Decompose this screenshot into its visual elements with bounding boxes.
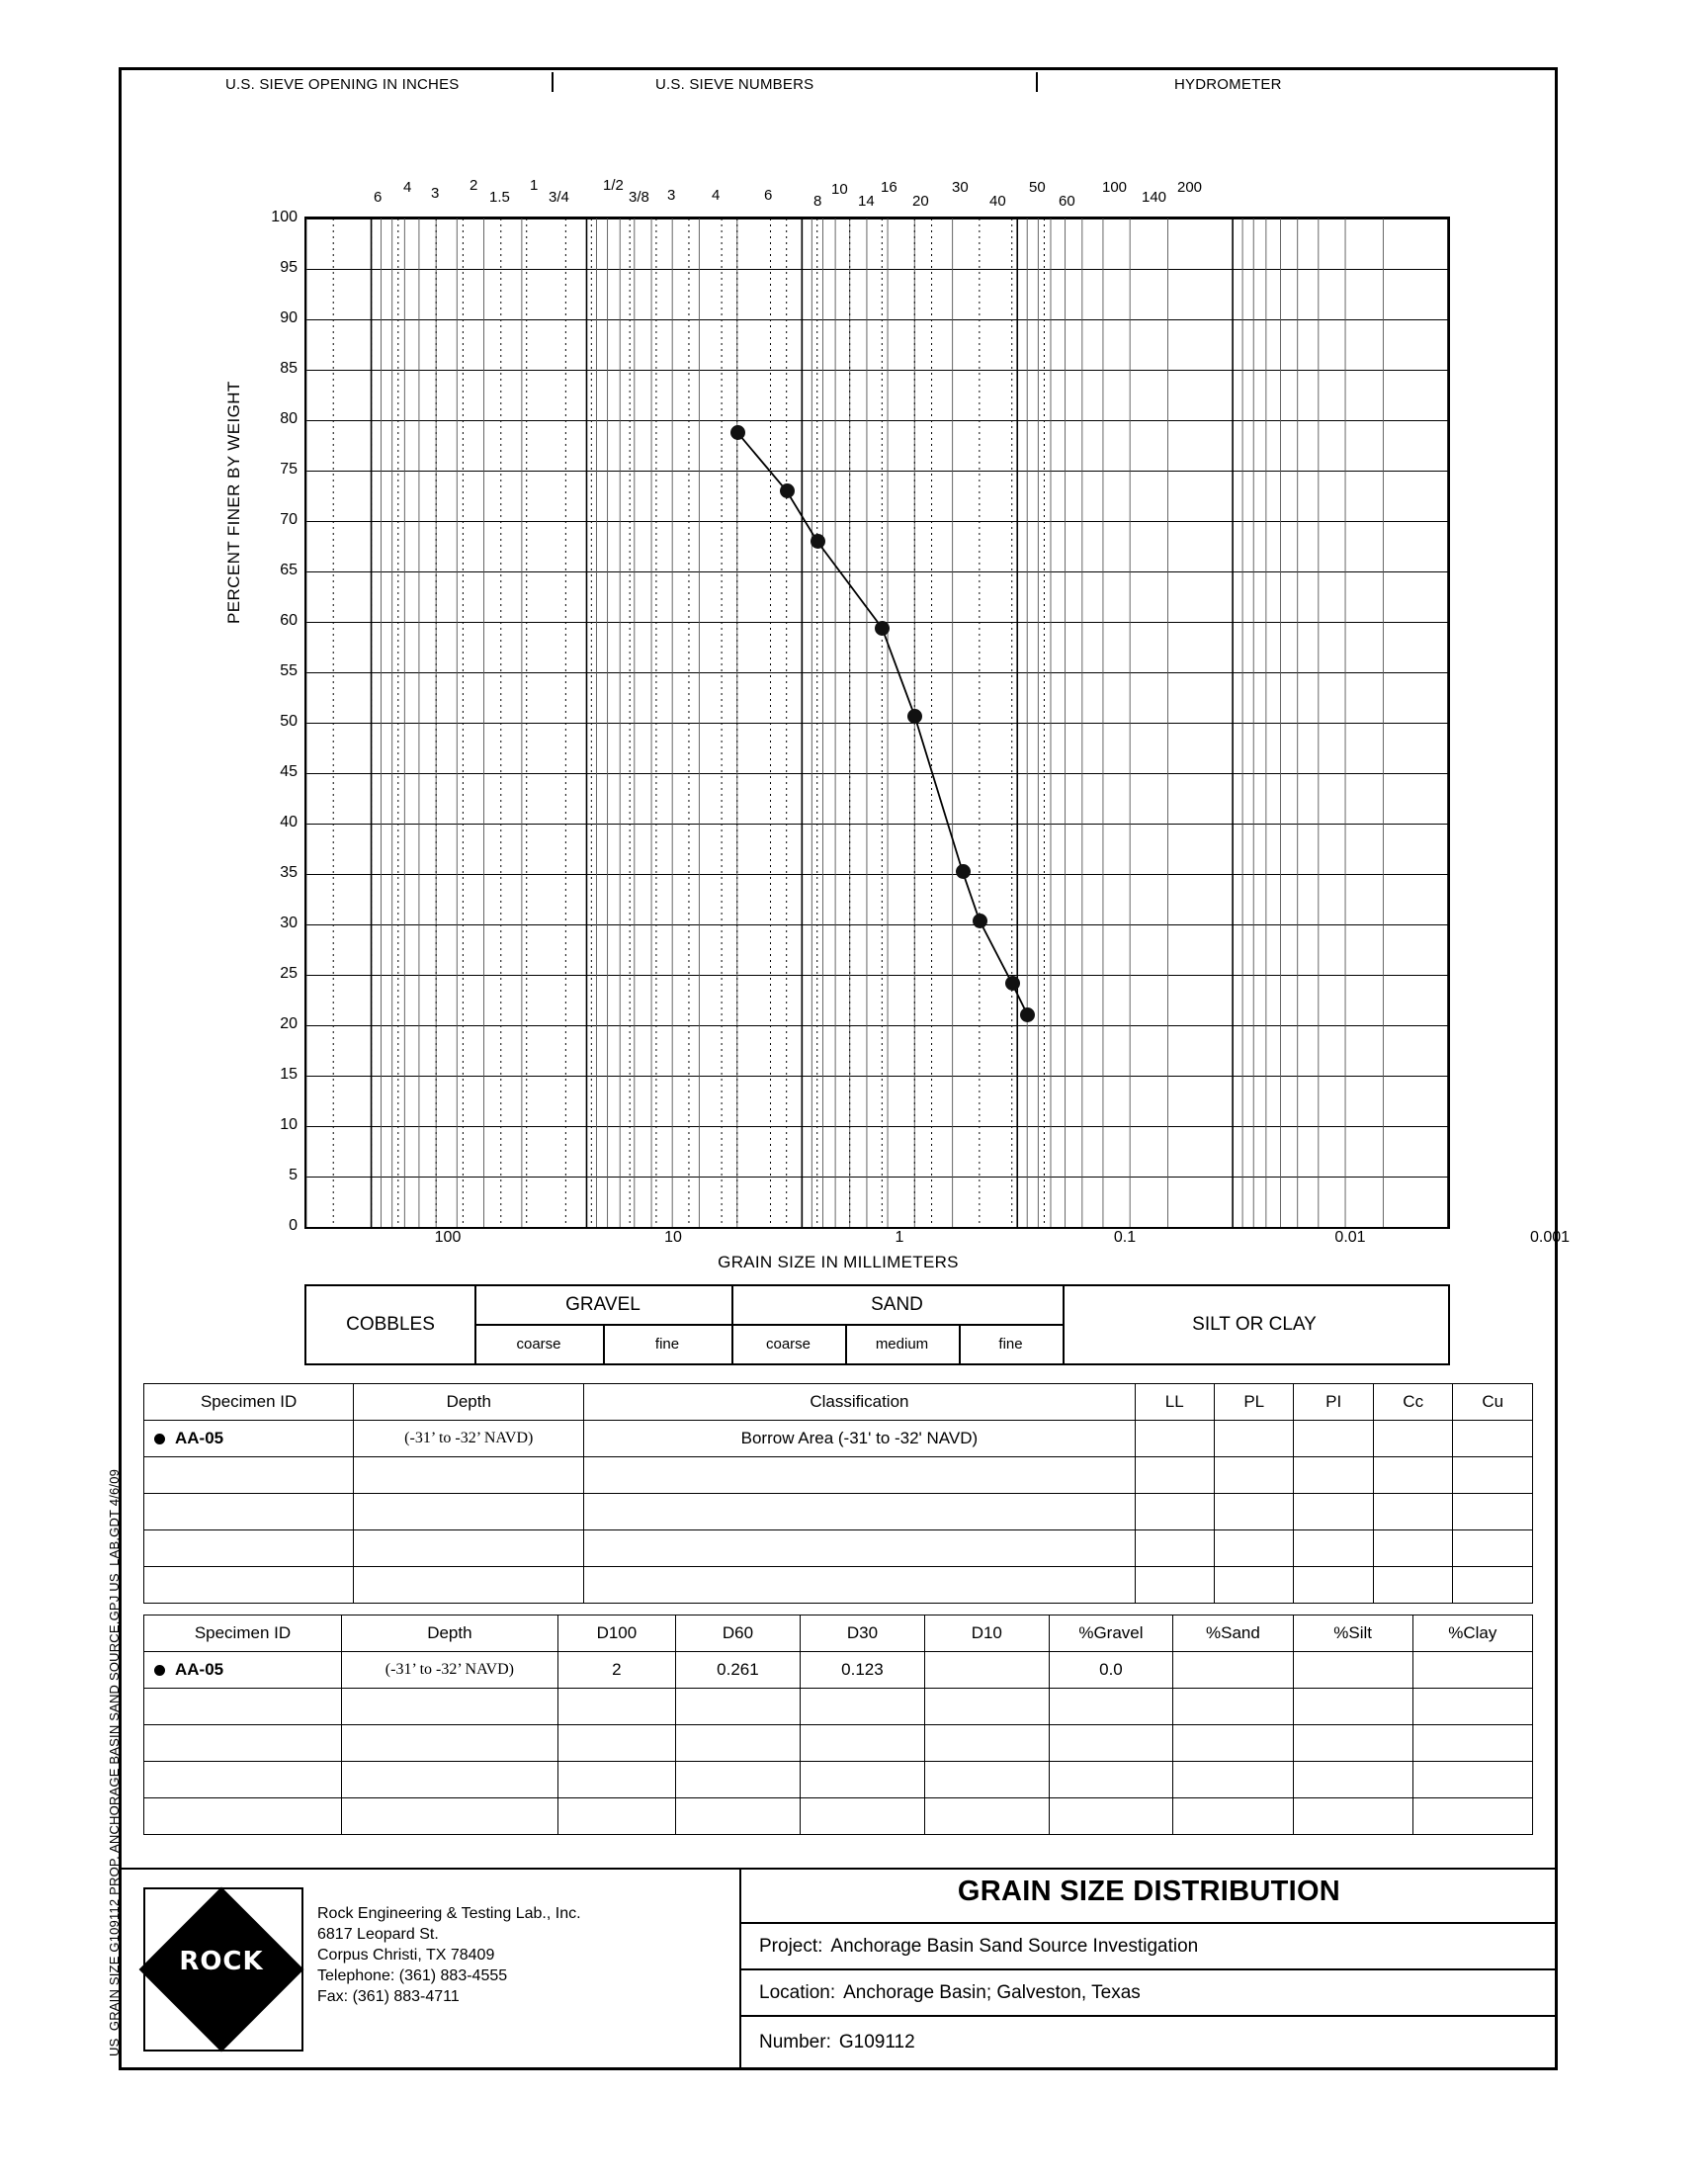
label-gravel: GRAVEL [565, 1294, 640, 1315]
number-row [741, 2015, 1557, 2067]
report-title: GRAIN SIZE DISTRIBUTION [957, 1876, 1341, 1907]
table-row [144, 1457, 1533, 1494]
x-tick-0.001: 0.001 [1530, 1229, 1571, 1246]
location-row [741, 1968, 1557, 2015]
th-classification: Classification [584, 1384, 1135, 1421]
cell2-d10 [924, 1762, 1049, 1798]
cell2-specimen-id: AA-05 [144, 1652, 342, 1689]
company-fax: Fax: (361) 883-4711 [317, 1988, 460, 2005]
sieve-number-4: 4 [712, 187, 721, 204]
cell-ll [1135, 1567, 1214, 1604]
data-point [780, 483, 795, 498]
cell2-depth [341, 1689, 557, 1725]
cell2-d30 [800, 1798, 924, 1835]
cell-cc [1373, 1457, 1452, 1494]
cell-pi [1294, 1421, 1373, 1457]
y-tick-75: 75 [280, 461, 298, 478]
specimen-gradation-table [143, 1615, 1533, 1835]
sieve-tick-4: 4 [403, 179, 412, 196]
y-tick-85: 85 [280, 360, 298, 377]
sieve-number-30: 30 [952, 179, 969, 196]
sieve-number-10: 10 [831, 181, 848, 198]
y-tick-55: 55 [280, 662, 298, 679]
cell2-specimen-id [144, 1689, 342, 1725]
table-row [144, 1530, 1533, 1567]
cell-specimen-id [144, 1457, 354, 1494]
cell2-clay [1412, 1725, 1532, 1762]
logo-text: ROCK [179, 1947, 264, 1976]
cell2-clay [1412, 1798, 1532, 1835]
sieve-opening-header: U.S. SIEVE OPENING IN INCHES [225, 76, 460, 93]
cell-cc [1373, 1421, 1452, 1457]
th-pl: PL [1214, 1384, 1293, 1421]
label-gravel-fine: fine [654, 1335, 680, 1353]
table-row [144, 1652, 1533, 1689]
cell2-specimen-id [144, 1725, 342, 1762]
x-axis-title: GRAIN SIZE IN MILLIMETERS [718, 1253, 959, 1271]
project-row [741, 1922, 1557, 1968]
company-address [317, 1903, 581, 2007]
table-row [144, 1798, 1533, 1835]
cell2-d100 [557, 1725, 675, 1762]
y-tick-60: 60 [280, 612, 298, 629]
x-tick-1: 1 [895, 1229, 904, 1246]
cell2-d100: 2 [557, 1652, 675, 1689]
header-divider-1 [552, 72, 554, 92]
cell2-sand [1173, 1798, 1293, 1835]
sieve-number-100: 100 [1102, 179, 1128, 196]
sieve-number-200: 200 [1177, 179, 1203, 196]
cell2-d30 [800, 1762, 924, 1798]
cell-cu [1453, 1494, 1533, 1530]
table-row [144, 1421, 1533, 1457]
cell2-gravel [1049, 1689, 1173, 1725]
sieve-number-16: 16 [881, 179, 897, 196]
cell-pl [1214, 1567, 1293, 1604]
th2-d100: D100 [557, 1615, 675, 1652]
y-tick-65: 65 [280, 562, 298, 578]
sieve-number-3: 3 [667, 187, 676, 204]
table-header-row [144, 1384, 1533, 1421]
x-tick-0.01: 0.01 [1334, 1229, 1366, 1246]
plot-area [304, 217, 1450, 1229]
table-header-row [144, 1615, 1533, 1652]
y-tick-10: 10 [280, 1116, 298, 1133]
sieve-tick-3: 3 [431, 185, 440, 202]
cell2-d100 [557, 1689, 675, 1725]
cell-ll [1135, 1494, 1214, 1530]
sieve-number-50: 50 [1029, 179, 1046, 196]
cell2-specimen-id [144, 1798, 342, 1835]
company-street: 6817 Leopard St. [317, 1926, 439, 1943]
cell-specimen-id [144, 1494, 354, 1530]
x-tick-100: 100 [434, 1229, 462, 1246]
th-pi: PI [1294, 1384, 1373, 1421]
header-divider-2 [1036, 72, 1038, 92]
label-sand-coarse: coarse [765, 1335, 811, 1353]
cell2-clay [1412, 1652, 1532, 1689]
table-row [144, 1725, 1533, 1762]
location-label: Location: [759, 1981, 836, 2003]
cell2-sand [1173, 1689, 1293, 1725]
sieve-number-6: 6 [764, 187, 773, 204]
cell-pl [1214, 1421, 1293, 1457]
sieve-tick-1: 1 [530, 177, 539, 194]
distribution-curve [306, 218, 1448, 1227]
cell2-silt [1293, 1762, 1412, 1798]
th-ll: LL [1135, 1384, 1214, 1421]
th-cu: Cu [1453, 1384, 1533, 1421]
project-value: Anchorage Basin Sand Source Investigation [830, 1935, 1199, 1957]
cell-cu [1453, 1530, 1533, 1567]
cell2-depth [341, 1798, 557, 1835]
sieve-tick-2: 2 [470, 177, 478, 194]
cell2-d10 [924, 1725, 1049, 1762]
logo-left-arrow-icon [147, 1955, 163, 1982]
number-label: Number: [759, 2031, 831, 2052]
cell2-specimen-id [144, 1762, 342, 1798]
cell2-sand [1173, 1652, 1293, 1689]
x-tick-0.1: 0.1 [1113, 1229, 1137, 1246]
y-axis-title: PERCENT FINER BY WEIGHT [224, 381, 243, 624]
cell-specimen-id: AA-05 [144, 1421, 354, 1457]
y-tick-95: 95 [280, 259, 298, 276]
cell2-clay [1412, 1762, 1532, 1798]
y-tick-15: 15 [280, 1066, 298, 1083]
data-point [1020, 1007, 1035, 1022]
sieve-tick-3-8: 3/8 [629, 189, 649, 206]
cell-classification: Borrow Area (-31' to -32' NAVD) [584, 1421, 1135, 1457]
cell-ll [1135, 1457, 1214, 1494]
grain-size-chart [122, 70, 1571, 1286]
cell-pi [1294, 1530, 1373, 1567]
th2-clay: %Clay [1412, 1615, 1532, 1652]
cell2-d100 [557, 1762, 675, 1798]
th2-silt: %Silt [1293, 1615, 1412, 1652]
logo-right-arrow-icon [284, 1955, 299, 1982]
y-tick-25: 25 [280, 965, 298, 982]
sieve-number-40: 40 [989, 193, 1006, 210]
cell-pl [1214, 1457, 1293, 1494]
th-specimen-id: Specimen ID [144, 1384, 354, 1421]
cell2-sand [1173, 1762, 1293, 1798]
cell-depth: (-31’ to -32’ NAVD) [354, 1421, 584, 1457]
cell-cu [1453, 1421, 1533, 1457]
hydrometer-header: HYDROMETER [1174, 76, 1282, 93]
cell-classification [584, 1530, 1135, 1567]
data-point [956, 864, 971, 879]
th2-depth: Depth [341, 1615, 557, 1652]
cell-classification [584, 1567, 1135, 1604]
cell2-d60 [675, 1762, 800, 1798]
sieve-tick-1-2: 1/2 [603, 177, 624, 194]
th2-specimen-id: Specimen ID [144, 1615, 342, 1652]
th2-d60: D60 [675, 1615, 800, 1652]
label-sand: SAND [871, 1294, 923, 1315]
cell2-depth: (-31’ to -32’ NAVD) [341, 1652, 557, 1689]
cell-cu [1453, 1567, 1533, 1604]
title-block-right [739, 1870, 1557, 2067]
y-tick-30: 30 [280, 915, 298, 931]
label-gravel-coarse: coarse [516, 1335, 561, 1353]
cell2-clay [1412, 1689, 1532, 1725]
cell2-depth [341, 1762, 557, 1798]
cell2-sand [1173, 1725, 1293, 1762]
report-sheet [119, 67, 1571, 2070]
data-point [1005, 976, 1020, 991]
label-sand-fine: fine [998, 1335, 1023, 1353]
y-tick-45: 45 [280, 763, 298, 780]
company-city: Corpus Christi, TX 78409 [317, 1947, 495, 1964]
th-depth: Depth [354, 1384, 584, 1421]
cell2-d60 [675, 1798, 800, 1835]
cell2-d30 [800, 1689, 924, 1725]
classification-band [304, 1284, 1450, 1365]
cell-ll [1135, 1530, 1214, 1567]
cell2-d60 [675, 1725, 800, 1762]
table-row [144, 1494, 1533, 1530]
cell2-d30 [800, 1725, 924, 1762]
cell2-silt [1293, 1725, 1412, 1762]
company-logo [143, 1887, 303, 2052]
cell-specimen-id [144, 1567, 354, 1604]
th2-d10: D10 [924, 1615, 1049, 1652]
cell-cc [1373, 1530, 1452, 1567]
table-row [144, 1689, 1533, 1725]
company-telephone: Telephone: (361) 883-4555 [317, 1967, 508, 1984]
sieve-number-20: 20 [912, 193, 929, 210]
cell-classification [584, 1457, 1135, 1494]
y-tick-35: 35 [280, 864, 298, 881]
title-block [122, 1868, 1555, 2067]
sieve-number-14: 14 [858, 193, 875, 210]
cell-ll [1135, 1421, 1214, 1457]
cell2-silt [1293, 1798, 1412, 1835]
cell2-d10 [924, 1652, 1049, 1689]
cell-cu [1453, 1457, 1533, 1494]
cell-depth [354, 1530, 584, 1567]
th2-gravel: %Gravel [1049, 1615, 1173, 1652]
cell-depth [354, 1457, 584, 1494]
cell2-d60 [675, 1689, 800, 1725]
y-tick-100: 100 [271, 209, 298, 225]
cell2-gravel [1049, 1725, 1173, 1762]
y-tick-50: 50 [280, 713, 298, 730]
x-tick-10: 10 [664, 1229, 682, 1246]
th-cc: Cc [1373, 1384, 1452, 1421]
label-sand-medium: medium [875, 1335, 929, 1353]
table-row [144, 1762, 1533, 1798]
specimen-classification-table [143, 1383, 1533, 1604]
cell2-gravel [1049, 1762, 1173, 1798]
company-name: Rock Engineering & Testing Lab., Inc. [317, 1905, 581, 1922]
cell2-depth [341, 1725, 557, 1762]
y-tick-20: 20 [280, 1015, 298, 1032]
cell2-silt [1293, 1652, 1412, 1689]
cell-pl [1214, 1494, 1293, 1530]
cell2-d30: 0.123 [800, 1652, 924, 1689]
cell-specimen-id [144, 1530, 354, 1567]
sieve-number-60: 60 [1059, 193, 1075, 210]
table-row [144, 1567, 1533, 1604]
file-path-side-text: US_GRAIN SIZE G109112 PROP. ANCHORAGE BASIN SAND SOURCE.GPJ US_LAB.GDT 4/6/09 [107, 1468, 122, 2056]
cell2-gravel [1049, 1798, 1173, 1835]
project-label: Project: [759, 1935, 823, 1957]
cell2-silt [1293, 1689, 1412, 1725]
location-value: Anchorage Basin; Galveston, Texas [843, 1981, 1141, 2003]
cell2-gravel: 0.0 [1049, 1652, 1173, 1689]
label-cobbles: COBBLES [346, 1314, 435, 1335]
cell2-d10 [924, 1798, 1049, 1835]
th2-d30: D30 [800, 1615, 924, 1652]
sieve-number-140: 140 [1142, 189, 1167, 206]
y-tick-70: 70 [280, 511, 298, 528]
cell-depth [354, 1567, 584, 1604]
cell2-d100 [557, 1798, 675, 1835]
label-silt-or-clay: SILT OR CLAY [1192, 1314, 1317, 1335]
data-point [973, 914, 987, 928]
sieve-tick-6: 6 [374, 189, 383, 206]
specimen-marker-icon [154, 1665, 165, 1676]
sieve-tick-1p5: 1.5 [489, 189, 510, 206]
y-tick-80: 80 [280, 410, 298, 427]
cell-pi [1294, 1494, 1373, 1530]
data-point [730, 425, 745, 440]
th2-sand: %Sand [1173, 1615, 1293, 1652]
sieve-numbers-header: U.S. SIEVE NUMBERS [655, 76, 814, 93]
specimen-marker-icon [154, 1434, 165, 1444]
y-tick-90: 90 [280, 309, 298, 326]
y-tick-40: 40 [280, 814, 298, 830]
cell-depth [354, 1494, 584, 1530]
cell2-d10 [924, 1689, 1049, 1725]
cell-cc [1373, 1494, 1452, 1530]
number-value: G109112 [838, 2031, 915, 2052]
cell-pl [1214, 1530, 1293, 1567]
y-tick-5: 5 [289, 1167, 298, 1183]
cell-cc [1373, 1567, 1452, 1604]
cell-classification [584, 1494, 1135, 1530]
cell2-d60: 0.261 [675, 1652, 800, 1689]
y-tick-0: 0 [289, 1217, 298, 1234]
sieve-number-8: 8 [813, 193, 822, 210]
sieve-tick-3-4: 3/4 [549, 189, 569, 206]
cell-pi [1294, 1567, 1373, 1604]
cell-pi [1294, 1457, 1373, 1494]
